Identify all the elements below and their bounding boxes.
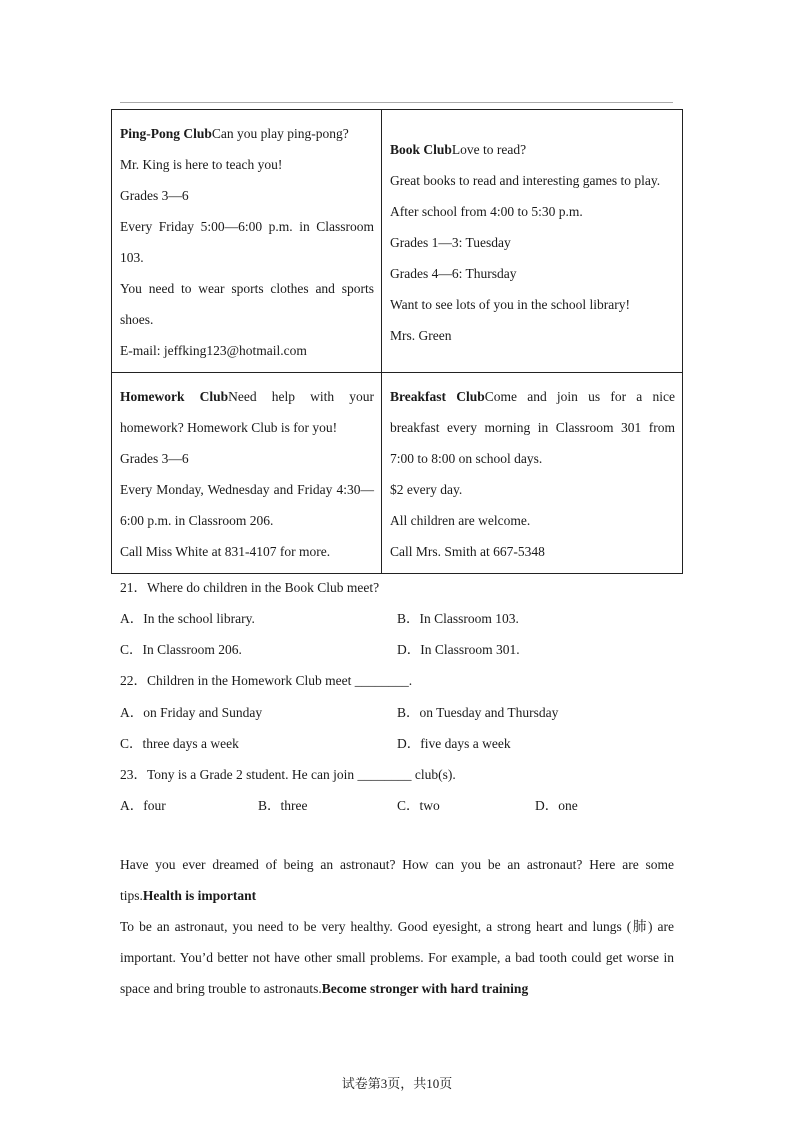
- passage-text: To be an astronaut, you need to be very healthy. Good eyesight, a strong heart and lungs (肺) are important. You’d better not have other small problems. For example, a bad tooth could get worse in space and bring trouble to astronauts.: [120, 919, 674, 996]
- club-title: Ping-Pong Club: [120, 126, 212, 141]
- club-line: Call Miss White at 831-4107 for more.: [120, 544, 331, 559]
- question-21-option-a[interactable]: A．In the school library.: [120, 611, 255, 626]
- book-club-cell: [382, 110, 683, 373]
- club-intro: Need help with your homework? Homework Club is for you!: [120, 389, 374, 435]
- club-line: Grades 3—6: [120, 188, 189, 203]
- question-23-option-b[interactable]: B．three: [258, 798, 308, 813]
- club-intro: Can you play ping-pong?: [211, 126, 349, 141]
- question-23-option-d[interactable]: D．one: [535, 798, 578, 813]
- club-line: $2 every day.: [390, 482, 463, 497]
- club-line: Grades 3—6: [120, 451, 189, 466]
- breakfast-club-cell: [382, 373, 683, 574]
- passage-heading: Health is important: [142, 888, 257, 903]
- question-23-option-a[interactable]: A．four: [120, 798, 166, 813]
- clubs-table: [111, 109, 683, 574]
- club-title: Homework Club: [120, 389, 229, 404]
- club-line: Grades 4—6: Thursday: [390, 265, 517, 281]
- club-line: After school from 4:00 to 5:30 p.m.: [390, 203, 583, 219]
- reading-passage: [120, 849, 674, 1004]
- passage-text: Have you ever dreamed of being an astronaut? How can you be an astronaut? Here are some tips.: [120, 857, 674, 903]
- club-line: Great books to read and interesting games to play.: [390, 172, 661, 188]
- passage-paragraph: [120, 849, 674, 911]
- question-21-stem: 21．Where do children in the Book Club meet?: [120, 580, 380, 595]
- club-line: Every Monday, Wednesday and Friday 4:30—6:00 p.m. in Classroom 206.: [120, 482, 374, 528]
- ping-pong-club-cell: [112, 110, 382, 373]
- question-22-option-c[interactable]: C．three days a week: [120, 736, 239, 751]
- club-line: Mrs. Green: [390, 327, 452, 343]
- club-line: Grades 1—3: Tuesday: [390, 234, 511, 250]
- question-21-option-c[interactable]: C．In Classroom 206.: [120, 642, 242, 657]
- question-22-option-d[interactable]: D．five days a week: [397, 736, 511, 751]
- passage-paragraph: [120, 911, 674, 1004]
- passage-heading: Become stronger with hard training: [321, 981, 529, 996]
- club-line: All children are welcome.: [390, 513, 531, 528]
- question-22-option-a[interactable]: A．on Friday and Sunday: [120, 705, 263, 720]
- page-footer: 试卷第3页，共10页: [341, 1076, 453, 1091]
- question-23-stem: 23．Tony is a Grade 2 student. He can join ________ club(s).: [120, 767, 456, 782]
- club-title: Book Club: [390, 141, 452, 157]
- club-line: Every Friday 5:00—6:00 p.m. in Classroom 103.: [120, 219, 374, 265]
- question-22-stem: 22．Children in the Homework Club meet ________.: [120, 673, 413, 688]
- question-22-option-b[interactable]: B．on Tuesday and Thursday: [397, 705, 559, 720]
- club-line: Want to see lots of you in the school library!: [390, 296, 630, 312]
- club-line: You need to wear sports clothes and sports shoes.: [120, 281, 374, 327]
- question-21-option-d[interactable]: D．In Classroom 301.: [397, 642, 520, 657]
- homework-club-cell: [112, 373, 382, 574]
- question-23-option-c[interactable]: C．two: [397, 798, 440, 813]
- club-intro: Come and join us for a nice breakfast every morning in Classroom 301 from 7:00 to 8:00 on school days.: [390, 389, 675, 466]
- club-line: E-mail: jeffking123@hotmail.com: [120, 343, 307, 358]
- table-row: [112, 373, 683, 574]
- club-intro: Love to read?: [451, 141, 527, 157]
- club-line: Mr. King is here to teach you!: [120, 157, 283, 172]
- club-title: Breakfast Club: [390, 389, 485, 404]
- club-line: Call Mrs. Smith at 667-5348: [390, 544, 545, 559]
- question-21-option-b[interactable]: B．In Classroom 103.: [397, 611, 519, 626]
- header-rule: [120, 102, 673, 103]
- table-row: [112, 110, 683, 373]
